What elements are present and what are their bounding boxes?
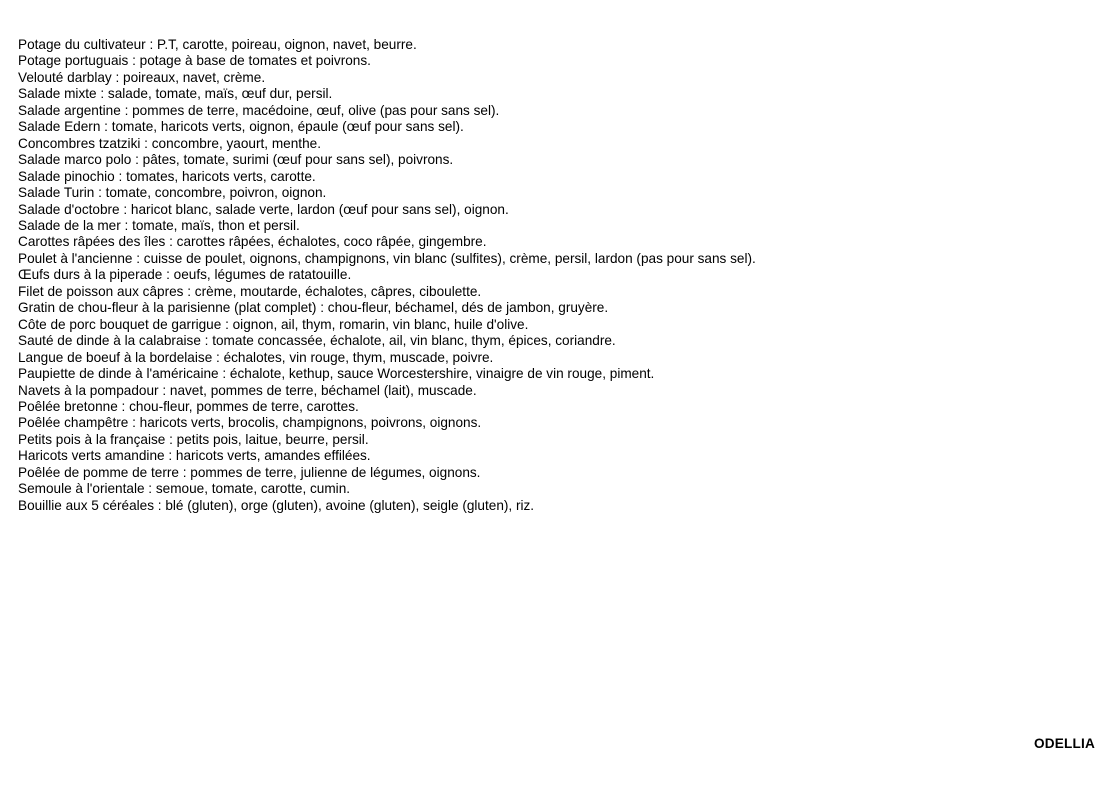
recipe-line: Salade Edern : tomate, haricots verts, oignon, épaule (œuf pour sans sel). bbox=[18, 119, 464, 135]
recipe-line: Salade marco polo : pâtes, tomate, surimi (œuf pour sans sel), poivrons. bbox=[18, 152, 454, 168]
brand-name: ODELLIA bbox=[1033, 736, 1095, 751]
recipe-line: Potage portuguais : potage à base de tomates et poivrons. bbox=[18, 53, 371, 69]
recipe-line: Langue de boeuf à la bordelaise : échalotes, vin rouge, thym, muscade, poivre. bbox=[18, 349, 494, 365]
recipe-line: Filet de poisson aux câpres : crème, moutarde, échalotes, câpres, ciboulette. bbox=[18, 283, 482, 299]
recipe-line: Paupiette de dinde à l'américaine : échalote, kethup, sauce Worcestershire, vinaigre de vin rouge, piment. bbox=[18, 366, 655, 382]
recipe-list bbox=[18, 37, 756, 514]
recipe-line: Poêlée de pomme de terre : pommes de terre, julienne de légumes, oignons. bbox=[18, 464, 481, 480]
recipe-line: Œufs durs à la piperade : oeufs, légumes de ratatouille. bbox=[18, 267, 352, 283]
recipe-line: Sauté de dinde à la calabraise : tomate concassée, échalote, ail, vin blanc, thym, épices, coriandre. bbox=[18, 333, 616, 349]
recipe-line: Poêlée bretonne : chou-fleur, pommes de terre, carottes. bbox=[18, 398, 359, 414]
recipe-line: Navets à la pompadour : navet, pommes de terre, béchamel (lait), muscade. bbox=[18, 382, 477, 398]
recipe-line: Carottes râpées des îles : carottes râpées, échalotes, coco râpée, gingembre. bbox=[18, 234, 487, 250]
recipe-line: Côte de porc bouquet de garrigue : oignon, ail, thym, romarin, vin blanc, huile d'olive. bbox=[18, 316, 529, 332]
recipe-line: Salade de la mer : tomate, maïs, thon et persil. bbox=[18, 217, 300, 233]
recipe-line: Velouté darblay : poireaux, navet, crème. bbox=[18, 69, 266, 85]
recipe-line: Poêlée champêtre : haricots verts, brocolis, champignons, poivrons, oignons. bbox=[18, 415, 482, 431]
recipe-line: Haricots verts amandine : haricots verts, amandes effilées. bbox=[18, 448, 371, 464]
recipe-line: Potage du cultivateur : P.T, carotte, poireau, oignon, navet, beurre. bbox=[18, 37, 417, 52]
recipe-line: Salade mixte : salade, tomate, maïs, œuf dur, persil. bbox=[18, 86, 333, 102]
recipe-line: Poulet à l'ancienne : cuisse de poulet, oignons, champignons, vin blanc (sulfites), crème, persil, lardon (pas pour sans sel). bbox=[18, 250, 756, 266]
recipe-line: Salade argentine : pommes de terre, macédoine, œuf, olive (pas pour sans sel). bbox=[18, 102, 500, 118]
recipe-line: Semoule à l'orientale : semoue, tomate, carotte, cumin. bbox=[18, 481, 351, 497]
recipe-line: Salade pinochio : tomates, haricots verts, carotte. bbox=[18, 168, 316, 184]
recipe-line: Gratin de chou-fleur à la parisienne (plat complet) : chou-fleur, béchamel, dés de jambon, gruyère. bbox=[18, 300, 609, 316]
recipe-line: Bouillie aux 5 céréales : blé (gluten), orge (gluten), avoine (gluten), seigle (gluten), riz. bbox=[18, 497, 535, 513]
recipe-line: Salade Turin : tomate, concombre, poivron, oignon. bbox=[18, 185, 327, 201]
recipe-line: Petits pois à la française : petits pois, laitue, beurre, persil. bbox=[18, 431, 369, 447]
recipe-line: Concombres tzatziki : concombre, yaourt, menthe. bbox=[18, 135, 321, 151]
recipe-line: Salade d'octobre : haricot blanc, salade verte, lardon (œuf pour sans sel), oignon. bbox=[18, 201, 509, 217]
